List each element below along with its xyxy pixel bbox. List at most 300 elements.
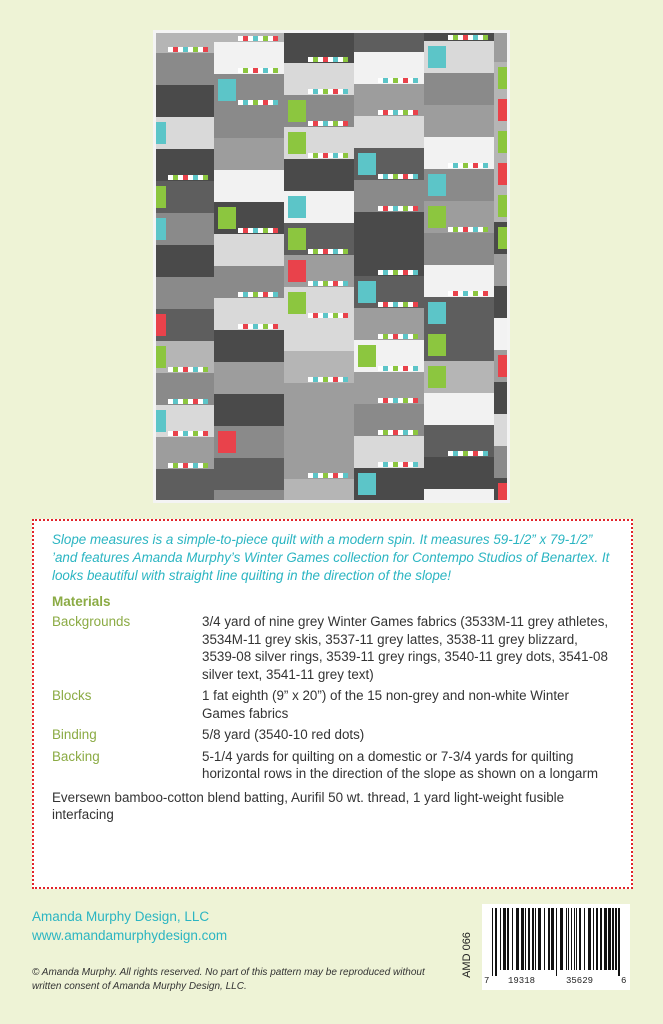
quilt-accent-square	[428, 174, 446, 196]
quilt-accent-strip	[308, 121, 313, 126]
quilt-block	[214, 490, 284, 500]
quilt-accent-strip	[398, 334, 403, 339]
quilt-accent-strip	[333, 121, 338, 126]
quilt-accent-strip	[183, 367, 188, 372]
quilt-accent-square	[218, 79, 236, 101]
barcode-bar	[512, 908, 513, 970]
quilt-accent-strip	[453, 291, 458, 296]
quilt-accent-strip	[408, 78, 413, 83]
quilt-accent-strip	[408, 110, 413, 115]
quilt-accent-strip	[313, 121, 318, 126]
quilt-accent-strip	[473, 227, 478, 232]
sku-text: AMD 066	[461, 932, 473, 978]
quilt-accent-strip	[383, 430, 388, 435]
quilt-accent-strip	[413, 430, 418, 435]
quilt-accent-strip	[458, 163, 463, 168]
quilt-accent-strip	[338, 57, 343, 62]
quilt-accent-strip	[408, 462, 413, 467]
quilt-block	[494, 33, 507, 62]
material-label: Blocks	[52, 688, 92, 703]
barcode-bar	[600, 908, 602, 970]
quilt-accent-strip	[378, 302, 383, 307]
quilt-block	[424, 489, 494, 500]
quilt-accent-square	[156, 346, 166, 368]
quilt-accent-strip	[268, 324, 273, 329]
quilt-accent-strip	[198, 463, 203, 468]
quilt-accent-strip	[403, 302, 408, 307]
quilt-accent-strip	[188, 431, 193, 436]
quilt-accent-strip	[248, 292, 253, 297]
quilt-accent-strip	[203, 463, 208, 468]
quilt-accent-strip	[458, 291, 463, 296]
quilt-accent-strip	[383, 302, 388, 307]
quilt-accent-strip	[393, 398, 398, 403]
quilt-accent-strip	[258, 100, 263, 105]
quilt-accent-strip	[448, 451, 453, 456]
barcode-bar	[593, 908, 594, 970]
quilt-accent-strip	[313, 313, 318, 318]
quilt-accent-strip	[403, 174, 408, 179]
quilt-accent-strip	[323, 249, 328, 254]
quilt-accent-square	[498, 163, 507, 185]
quilt-accent-strip	[458, 451, 463, 456]
quilt-accent-square	[498, 131, 507, 153]
quilt-accent-strip	[458, 227, 463, 232]
quilt-block	[494, 318, 507, 350]
quilt-accent-strip	[263, 292, 268, 297]
barcode-bar	[556, 908, 557, 976]
quilt-accent-square	[498, 227, 507, 249]
quilt-accent-strip	[378, 430, 383, 435]
quilt-accent-strip	[258, 36, 263, 41]
quilt-accent-strip	[173, 399, 178, 404]
quilt-accent-strip	[408, 174, 413, 179]
quilt-accent-square	[428, 334, 446, 356]
quilt-accent-strip	[333, 57, 338, 62]
quilt-accent-strip	[338, 89, 343, 94]
quilt-accent-strip	[338, 473, 343, 478]
quilt-accent-strip	[393, 110, 398, 115]
quilt-accent-strip	[253, 100, 258, 105]
barcode-bar	[492, 908, 493, 976]
quilt-accent-strip	[388, 334, 393, 339]
quilt-block	[494, 254, 507, 286]
quilt-accent-strip	[168, 367, 173, 372]
quilt-accent-strip	[183, 175, 188, 180]
quilt-accent-strip	[388, 430, 393, 435]
material-row-binding	[52, 726, 613, 744]
quilt-accent-strip	[318, 249, 323, 254]
quilt-accent-strip	[473, 163, 478, 168]
quilt-accent-strip	[308, 153, 313, 158]
quilt-accent-square	[498, 195, 507, 217]
quilt-accent-strip	[343, 153, 348, 158]
quilt-accent-strip	[318, 473, 323, 478]
quilt-accent-strip	[328, 249, 333, 254]
quilt-accent-strip	[338, 377, 343, 382]
barcode-bar	[538, 908, 541, 970]
quilt-accent-strip	[188, 399, 193, 404]
quilt-accent-strip	[343, 121, 348, 126]
quilt-accent-strip	[463, 451, 468, 456]
quilt-block	[424, 233, 494, 265]
quilt-accent-strip	[178, 47, 183, 52]
quilt-block	[494, 446, 507, 478]
quilt-accent-strip	[463, 227, 468, 232]
quilt-accent-strip	[253, 68, 258, 73]
barcode-bar	[604, 908, 607, 970]
company-url[interactable]: www.amandamurphydesign.com	[32, 928, 228, 943]
quilt-accent-strip	[313, 89, 318, 94]
quilt-accent-strip	[378, 334, 383, 339]
barcode-bar	[528, 908, 530, 970]
quilt-accent-strip	[258, 228, 263, 233]
quilt-accent-strip	[168, 431, 173, 436]
quilt-accent-strip	[403, 462, 408, 467]
quilt-accent-strip	[333, 249, 338, 254]
quilt-accent-strip	[273, 228, 278, 233]
quilt-accent-square	[358, 153, 376, 175]
quilt-accent-strip	[458, 35, 463, 40]
quilt-accent-strip	[343, 89, 348, 94]
quilt-block	[354, 212, 424, 244]
quilt-block	[494, 286, 507, 318]
quilt-accent-strip	[383, 110, 388, 115]
quilt-accent-strip	[188, 463, 193, 468]
quilt-accent-square	[358, 473, 376, 495]
quilt-accent-strip	[193, 399, 198, 404]
barcode-bar	[516, 908, 519, 970]
quilt-accent-strip	[383, 78, 388, 83]
quilt-accent-strip	[408, 366, 413, 371]
quilt-accent-strip	[388, 78, 393, 83]
quilt-accent-strip	[338, 313, 343, 318]
quilt-accent-strip	[268, 36, 273, 41]
quilt-accent-strip	[388, 110, 393, 115]
quilt-accent-square	[288, 132, 306, 154]
quilt-accent-strip	[238, 324, 243, 329]
intro-text: Slope measures is a simple-to-piece quilt with a modern spin. It measures 59-1/2” x 79-1/2” ’and features Amanda Murphy’s Winter Games collection for Contempo Studios of Benartex. It looks beautiful with straight line quilting in the direction of the slope!	[52, 532, 610, 583]
quilt-block	[494, 382, 507, 414]
quilt-accent-strip	[308, 473, 313, 478]
quilt-accent-square	[218, 431, 236, 453]
quilt-accent-strip	[263, 100, 268, 105]
quilt-block	[284, 479, 354, 500]
quilt-accent-strip	[328, 281, 333, 286]
quilt-accent-strip	[273, 292, 278, 297]
quilt-accent-strip	[238, 36, 243, 41]
quilt-accent-strip	[343, 57, 348, 62]
quilt-accent-strip	[253, 292, 258, 297]
quilt-accent-strip	[328, 57, 333, 62]
quilt-accent-strip	[463, 291, 468, 296]
quilt-accent-strip	[323, 57, 328, 62]
quilt-accent-strip	[313, 377, 318, 382]
quilt-accent-strip	[403, 206, 408, 211]
barcode-bar	[544, 908, 545, 970]
quilt-accent-strip	[308, 89, 313, 94]
barcode-bar	[608, 908, 611, 970]
barcode-bar	[584, 908, 585, 970]
quilt-accent-strip	[393, 206, 398, 211]
quilt-accent-strip	[248, 100, 253, 105]
quilt-accent-strip	[383, 206, 388, 211]
quilt-accent-strip	[403, 110, 408, 115]
quilt-block	[156, 277, 214, 309]
quilt-accent-strip	[273, 100, 278, 105]
barcode-bar	[503, 908, 506, 970]
quilt-accent-strip	[413, 110, 418, 115]
barcode-bar	[500, 908, 501, 970]
quilt-accent-strip	[378, 398, 383, 403]
quilt-accent-strip	[188, 47, 193, 52]
quilt-accent-strip	[343, 249, 348, 254]
quilt-accent-strip	[408, 302, 413, 307]
quilt-accent-square	[218, 207, 236, 229]
quilt-accent-strip	[453, 227, 458, 232]
quilt-accent-strip	[333, 473, 338, 478]
quilt-accent-strip	[193, 175, 198, 180]
quilt-accent-strip	[268, 228, 273, 233]
material-value: 5-1/4 yards for quilting on a domestic or 7-3/4 yards for quilting horizontal rows in the direction of the slope as shown on a longarm	[202, 748, 598, 781]
quilt-accent-strip	[308, 281, 313, 286]
quilt-block	[284, 159, 354, 191]
quilt-block	[284, 383, 354, 415]
quilt-accent-strip	[178, 367, 183, 372]
quilt-accent-strip	[383, 398, 388, 403]
quilt-accent-strip	[383, 334, 388, 339]
barcode-bar	[576, 908, 577, 970]
material-value: 5/8 yard (3540-10 red dots)	[202, 727, 365, 742]
quilt-accent-strip	[323, 89, 328, 94]
quilt-accent-strip	[468, 163, 473, 168]
barcode-bar	[560, 908, 563, 970]
quilt-block	[284, 415, 354, 447]
material-row-blocks	[52, 687, 613, 722]
material-label: Backing	[52, 748, 100, 764]
quilt-accent-strip	[318, 89, 323, 94]
quilt-accent-strip	[253, 36, 258, 41]
quilt-accent-strip	[238, 292, 243, 297]
quilt-accent-strip	[403, 366, 408, 371]
barcode-bar	[548, 908, 550, 970]
quilt-accent-strip	[478, 163, 483, 168]
quilt-accent-strip	[248, 324, 253, 329]
quilt-accent-strip	[478, 35, 483, 40]
quilt-block	[156, 469, 214, 500]
quilt-accent-strip	[173, 431, 178, 436]
quilt-block	[214, 234, 284, 266]
quilt-accent-strip	[203, 47, 208, 52]
quilt-accent-strip	[273, 36, 278, 41]
quilt-accent-strip	[393, 78, 398, 83]
barcode-bars	[482, 904, 630, 976]
quilt-accent-square	[288, 228, 306, 250]
quilt-accent-strip	[388, 270, 393, 275]
quilt-block	[214, 362, 284, 394]
quilt-accent-strip	[188, 175, 193, 180]
quilt-accent-square	[288, 196, 306, 218]
quilt-accent-strip	[398, 206, 403, 211]
quilt-accent-strip	[258, 292, 263, 297]
barcode-bar	[579, 908, 581, 970]
quilt-accent-strip	[183, 47, 188, 52]
quilt-block	[424, 393, 494, 425]
quilt-accent-strip	[318, 313, 323, 318]
quilt-accent-strip	[393, 462, 398, 467]
quilt-accent-square	[288, 260, 306, 282]
quilt-accent-strip	[388, 366, 393, 371]
quilt-accent-strip	[388, 302, 393, 307]
quilt-accent-strip	[243, 36, 248, 41]
quilt-accent-strip	[383, 270, 388, 275]
quilt-accent-strip	[413, 78, 418, 83]
quilt-accent-strip	[178, 431, 183, 436]
quilt-accent-strip	[318, 281, 323, 286]
quilt-accent-strip	[243, 324, 248, 329]
quilt-block	[214, 330, 284, 362]
quilt-accent-strip	[338, 249, 343, 254]
quilt-photo	[153, 30, 510, 503]
quilt-accent-strip	[193, 47, 198, 52]
material-row-backing	[52, 748, 613, 783]
quilt-accent-square	[156, 218, 166, 240]
quilt-accent-strip	[168, 399, 173, 404]
company-name: Amanda Murphy Design, LLC	[32, 909, 210, 924]
quilt-accent-square	[428, 366, 446, 388]
quilt-accent-strip	[383, 174, 388, 179]
quilt-accent-strip	[383, 366, 388, 371]
quilt-accent-strip	[183, 431, 188, 436]
quilt-accent-strip	[413, 206, 418, 211]
quilt-accent-strip	[478, 227, 483, 232]
quilt-accent-strip	[323, 281, 328, 286]
quilt-accent-square	[428, 302, 446, 324]
quilt-accent-strip	[253, 228, 258, 233]
quilt-accent-strip	[263, 36, 268, 41]
quilt-accent-strip	[453, 35, 458, 40]
quilt-accent-strip	[408, 430, 413, 435]
quilt-accent-strip	[178, 399, 183, 404]
quilt-accent-strip	[183, 399, 188, 404]
quilt-accent-strip	[403, 430, 408, 435]
quilt-accent-strip	[398, 462, 403, 467]
quilt-accent-strip	[318, 153, 323, 158]
quilt-accent-square	[498, 355, 507, 377]
info-box	[32, 519, 633, 889]
quilt-accent-strip	[398, 398, 403, 403]
quilt-accent-strip	[453, 451, 458, 456]
quilt-accent-strip	[338, 121, 343, 126]
quilt-accent-strip	[413, 270, 418, 275]
quilt-accent-strip	[168, 463, 173, 468]
quilt-accent-strip	[318, 121, 323, 126]
quilt-accent-strip	[408, 398, 413, 403]
quilt-accent-strip	[198, 47, 203, 52]
quilt-accent-strip	[413, 398, 418, 403]
barcode	[482, 904, 630, 990]
quilt-accent-strip	[413, 302, 418, 307]
quilt-accent-strip	[328, 153, 333, 158]
barcode-check-digit: 6	[621, 976, 627, 986]
barcode-bar	[615, 908, 617, 970]
quilt-block	[214, 138, 284, 170]
quilt-accent-strip	[328, 377, 333, 382]
quilt-accent-strip	[248, 228, 253, 233]
quilt-accent-strip	[343, 377, 348, 382]
quilt-accent-strip	[313, 473, 318, 478]
quilt-accent-strip	[173, 175, 178, 180]
quilt-accent-strip	[468, 291, 473, 296]
quilt-accent-strip	[168, 47, 173, 52]
quilt-block	[214, 394, 284, 426]
quilt-accent-strip	[378, 174, 383, 179]
quilt-accent-strip	[413, 334, 418, 339]
quilt-accent-strip	[378, 270, 383, 275]
copyright-notice: © Amanda Murphy. All rights reserved. No part of this pattern may be reproduced without written consent of Amanda Murphy Design, LLC.	[32, 967, 425, 992]
quilt-accent-strip	[468, 35, 473, 40]
quilt-accent-square	[156, 314, 166, 336]
quilt-accent-strip	[323, 377, 328, 382]
barcode-bar	[551, 908, 554, 970]
quilt-accent-strip	[448, 163, 453, 168]
quilt-accent-strip	[378, 110, 383, 115]
quilt-accent-strip	[273, 68, 278, 73]
quilt-accent-strip	[243, 292, 248, 297]
quilt-accent-strip	[308, 377, 313, 382]
barcode-bar	[568, 908, 569, 970]
quilt-accent-strip	[323, 153, 328, 158]
quilt-accent-strip	[193, 431, 198, 436]
quilt-accent-strip	[333, 153, 338, 158]
quilt-accent-strip	[173, 47, 178, 52]
materials-heading: Materials	[52, 594, 111, 609]
quilt-accent-strip	[238, 100, 243, 105]
material-value: 3/4 yard of nine grey Winter Games fabrics (3533M-11 grey athletes, 3534M-11 grey skis, 3537-11 grey lattes, 3538-11 grey blizzard, 3539-08 silver rings, 3539-11 grey rings, 3540-11 grey dots, 3541-08 silver text, 3541-11 grey text)	[202, 614, 609, 682]
quilt-accent-strip	[243, 228, 248, 233]
barcode-lead-digit: 7	[484, 976, 490, 986]
barcode-bar	[612, 908, 614, 970]
quilt-accent-strip	[463, 35, 468, 40]
quilt-block	[156, 85, 214, 117]
quilt-accent-strip	[243, 100, 248, 105]
quilt-accent-strip	[398, 366, 403, 371]
quilt-accent-strip	[448, 35, 453, 40]
quilt-accent-strip	[308, 57, 313, 62]
quilt-accent-strip	[393, 302, 398, 307]
quilt-accent-strip	[398, 430, 403, 435]
quilt-accent-strip	[483, 451, 488, 456]
quilt-accent-strip	[388, 398, 393, 403]
material-label: Binding	[52, 727, 97, 742]
quilt-accent-strip	[463, 163, 468, 168]
quilt-accent-strip	[313, 249, 318, 254]
quilt-accent-strip	[203, 399, 208, 404]
quilt-accent-strip	[393, 174, 398, 179]
quilt-accent-strip	[188, 367, 193, 372]
quilt-accent-square	[156, 410, 166, 432]
quilt-accent-strip	[268, 292, 273, 297]
quilt-block	[156, 53, 214, 85]
quilt-accent-strip	[403, 398, 408, 403]
quilt-accent-strip	[398, 78, 403, 83]
quilt-accent-strip	[468, 451, 473, 456]
barcode-bar	[574, 908, 575, 970]
quilt-accent-strip	[448, 227, 453, 232]
quilt-accent-strip	[273, 324, 278, 329]
quilt-accent-strip	[393, 366, 398, 371]
quilt-accent-strip	[198, 399, 203, 404]
